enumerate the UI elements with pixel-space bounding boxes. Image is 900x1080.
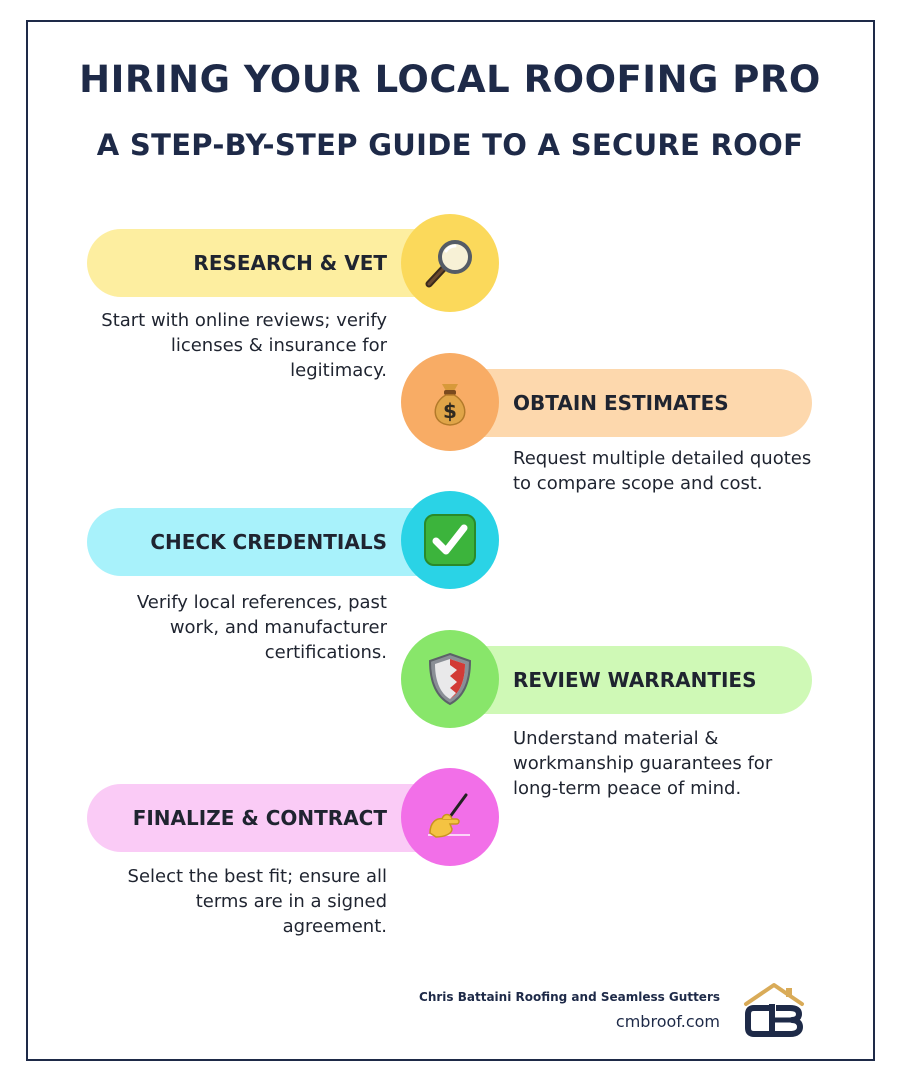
step-estimates-description: Request multiple detailed quotes to compare scope and cost. [513, 448, 812, 494]
page-title: HIRING YOUR LOCAL ROOFING PRO [79, 58, 821, 101]
step-estimates-title: OBTAIN ESTIMATES [513, 391, 729, 415]
step-research-description: Start with online reviews; verify licenses & insurance for legitimacy. [101, 310, 387, 381]
svg-text:$: $ [443, 399, 457, 423]
step-contract-description: Select the best fit; ensure all terms are in a signed agreement. [127, 866, 387, 937]
step-credentials-description: Verify local references, past work, and manufacturer certifications. [136, 592, 387, 663]
company-logo [742, 982, 806, 1038]
step-credentials-circle [401, 491, 499, 589]
money-bag-icon [422, 374, 478, 430]
writing-hand-icon [422, 789, 478, 845]
step-estimates-circle [401, 353, 499, 451]
company-website: cmbroof.com [615, 1012, 720, 1031]
step-credentials-title: CHECK CREDENTIALS [150, 530, 387, 554]
shield-icon [425, 651, 475, 707]
step-warranties-circle [401, 630, 499, 728]
page-subtitle: A STEP-BY-STEP GUIDE TO A SECURE ROOF [96, 128, 804, 162]
step-warranties-description: Understand material & workmanship guarantees for long-term peace of mind. [513, 728, 773, 799]
check-mark-icon [423, 513, 477, 567]
magnifying-glass-icon [422, 235, 478, 291]
step-research-title: RESEARCH & VET [193, 251, 387, 275]
company-name: Chris Battaini Roofing and Seamless Gutters [419, 990, 720, 1004]
step-warranties-title: REVIEW WARRANTIES [513, 668, 757, 692]
step-contract-title: FINALIZE & CONTRACT [132, 806, 387, 830]
step-contract-circle [401, 768, 499, 866]
step-research-circle [401, 214, 499, 312]
